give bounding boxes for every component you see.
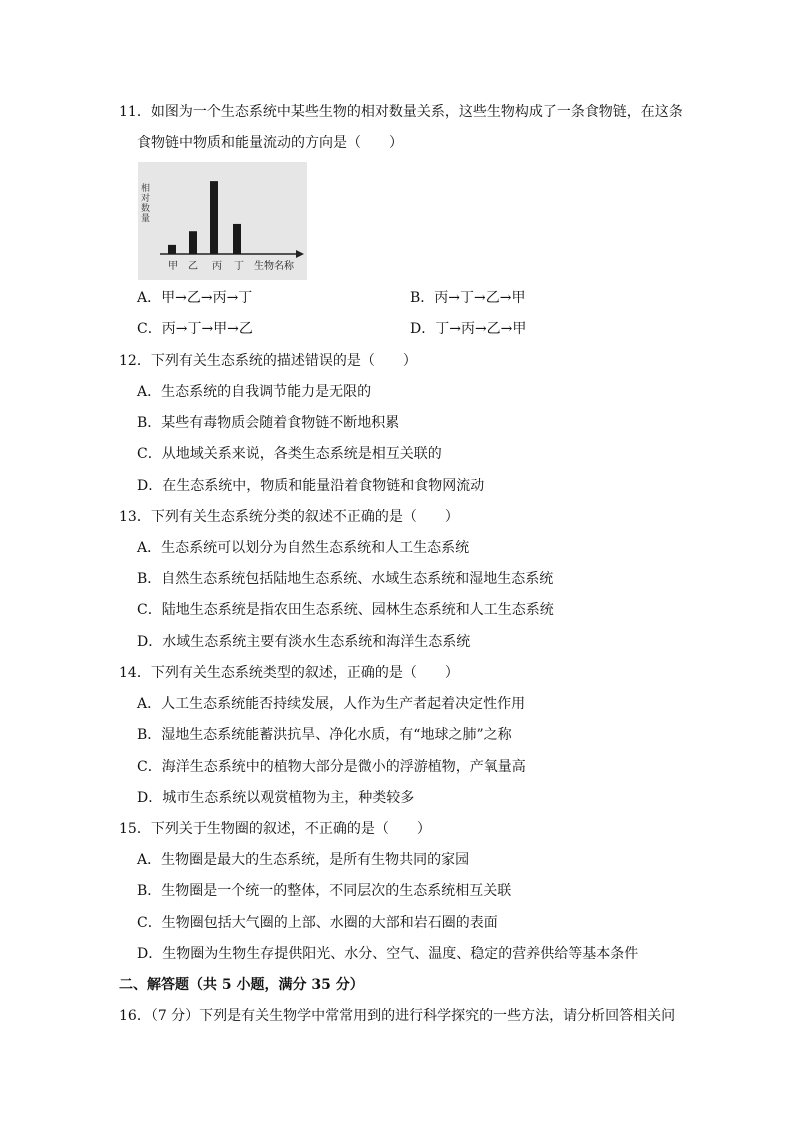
q12-option-d[interactable]: D．在生态系统中，物质和能量沿着食物链和食物网流动 [137,478,485,494]
q14-option-d[interactable]: D．城市生态系统以观赏植物为主，种类较多 [137,790,415,806]
tick-label-jia: 甲 [168,261,178,272]
q12-option-a[interactable]: A．生态系统的自我调节能力是无限的 [137,384,372,400]
q12-stem: 12．下列有关生态系统的描述错误的是（ ） [119,353,417,369]
q11-option-c[interactable]: C．丙→丁→甲→乙 [137,321,253,337]
q13-option-c[interactable]: C．陆地生态系统是指农田生态系统、园林生态系统和人工生态系统 [137,602,554,618]
bar-4 [233,224,241,254]
section2-title: 二、解答题（共 5 小题，满分 35 分） [119,977,364,993]
q11-option-a[interactable]: A．甲→乙→丙→丁 [137,290,253,306]
q13-option-d[interactable]: D．水域生态系统主要有淡水生态系统和海洋生态系统 [137,634,471,650]
q13-option-b[interactable]: B．自然生态系统包括陆地生态系统、水域生态系统和湿地生态系统 [137,571,554,587]
q14-option-b[interactable]: B．湿地生态系统能蓄洪抗旱、净化水质，有“地球之肺”之称 [137,727,512,743]
chart-ylabel: 相对数量 [141,184,151,224]
q15-stem: 15．下列关于生物圈的叙述，不正确的是（ ） [119,821,431,837]
q13-option-a[interactable]: A．生态系统可以划分为自然生态系统和人工生态系统 [137,540,470,556]
q14-option-a[interactable]: A．人工生态系统能否持续发展，人作为生产者起着决定性作用 [137,696,526,712]
x-axis-arrow [296,250,304,258]
bar-1 [168,245,176,254]
q14-stem: 14．下列有关生态系统类型的叙述，正确的是（ ） [119,665,459,681]
q15-option-d[interactable]: D．生物圈为生物生存提供阳光、水分、空气、温度、稳定的营养供给等基本条件 [137,946,639,962]
q11-stem-line2: 食物链中物质和能量流动的方向是（ ） [137,135,403,151]
q15-option-a[interactable]: A．生物圈是最大的生态系统，是所有生物共同的家园 [137,852,470,868]
tick-label-yi: 乙 [188,261,198,272]
q13-stem: 13．下列有关生态系统分类的叙述不正确的是（ ） [119,509,459,525]
q11-stem-line1: 11．如图为一个生态系统中某些生物的相对数量关系，这些生物构成了一条食物链，在这条 [119,104,683,120]
q11-option-b[interactable]: B．丙→丁→乙→甲 [410,290,526,306]
q11-option-d[interactable]: D．丁→丙→乙→甲 [410,321,527,337]
bar-2 [189,231,197,254]
q12-option-b[interactable]: B．某些有毒物质会随着食物链不断地积累 [137,415,400,431]
q14-option-c[interactable]: C．海洋生态系统中的植物大部分是微小的浮游植物，产氧量高 [137,759,526,775]
q16-stem: 16．（7 分）下列是有关生物学中常常用到的进行科学探究的一些方法，请分析回答相关问 [119,1008,676,1024]
chart-xlabel: 生物名称 [254,261,294,272]
tick-label-bing: 丙 [212,261,222,272]
q11-bar-chart [138,162,307,280]
tick-label-ding: 丁 [234,261,244,272]
q12-option-c[interactable]: C．从地域关系来说，各类生态系统是相互关联的 [137,446,442,462]
bar-3 [210,181,218,254]
q15-option-b[interactable]: B．生物圈是一个统一的整体，不同层次的生态系统相互关联 [137,883,512,899]
q15-option-c[interactable]: C．生物圈包括大气圈的上部、水圈的大部和岩石圈的表面 [137,915,498,931]
